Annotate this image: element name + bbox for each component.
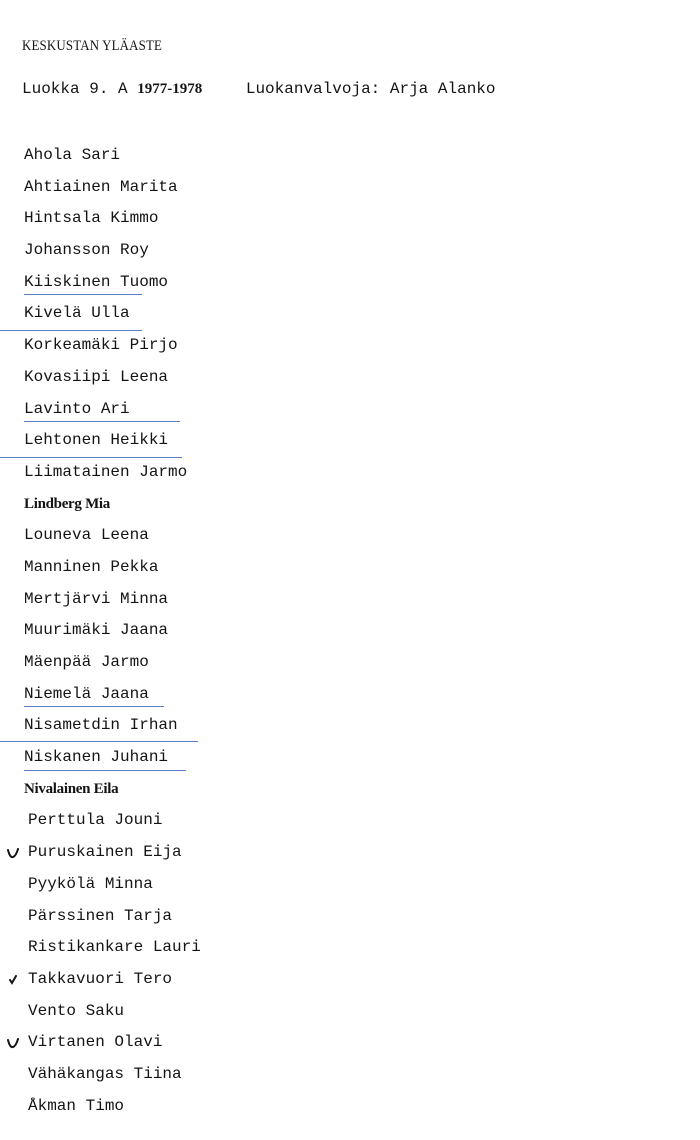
student-name: Kovasiipi Leena <box>24 367 169 386</box>
student-name: Mäenpää Jarmo <box>24 653 149 671</box>
pen-underline <box>24 421 180 422</box>
student-name: Vento Saku <box>28 1001 125 1020</box>
teacher-name: Arja Alanko <box>389 80 496 98</box>
pen-underline <box>0 457 182 458</box>
class-label: Luokka 9. A <box>22 80 128 98</box>
student-name: Pärssinen Tarja <box>28 906 173 925</box>
student-name: Hintsala Kimmo <box>24 209 159 228</box>
student-name: Niskanen Juhani <box>24 748 169 767</box>
check-mark-icon <box>7 1037 19 1049</box>
student-name: Kivelä Ulla <box>24 304 130 323</box>
pen-underline <box>24 770 186 771</box>
student-name: Louneva Leena <box>24 526 149 545</box>
student-name: Pyykölä Minna <box>28 874 153 893</box>
student-name: Nisametdin Irhan <box>24 716 178 735</box>
student-name: Perttula Jouni <box>28 811 163 830</box>
teacher-label: Luokanvalvoja: <box>245 80 381 98</box>
pen-underline <box>24 294 142 295</box>
student-name: Liimatainen Jarmo <box>24 462 188 481</box>
class-info-line <box>22 80 496 98</box>
pen-underline <box>24 706 164 707</box>
check-mark-icon <box>7 847 19 859</box>
student-name: Mertjärvi Minna <box>24 589 169 608</box>
school-years: 1977-1978 <box>137 81 203 97</box>
student-name: Nivalainen Eila <box>24 780 119 797</box>
student-name: Vähäkangas Tiina <box>28 1064 182 1083</box>
student-name: Niemelä Jaana <box>24 684 149 703</box>
student-name: Lavinto Ari <box>24 399 130 418</box>
student-name: Korkeamäki Pirjo <box>24 336 178 355</box>
pen-underline <box>0 741 198 742</box>
student-name: Lehtonen Heikki <box>24 431 169 450</box>
pen-underline <box>0 330 142 331</box>
student-name: Ristikankare Lauri <box>28 938 201 957</box>
student-name: Lindberg Mia <box>24 495 110 512</box>
student-name: Åkman Timo <box>28 1096 125 1115</box>
student-name: Puruskainen Eija <box>28 843 182 862</box>
student-name: Ahola Sari <box>24 146 121 164</box>
school-name: KESKUSTAN YLÄASTE <box>22 38 163 54</box>
student-name: Kiiskinen Tuomo <box>24 272 169 291</box>
student-name: Muurimäki Jaana <box>24 621 169 640</box>
student-name: Johansson Roy <box>24 241 149 260</box>
student-name: Manninen Pekka <box>24 557 159 576</box>
student-name: Ahtiainen Marita <box>24 177 178 196</box>
student-name: Takkavuori Tero <box>28 969 173 988</box>
check-mark-icon <box>7 974 19 986</box>
student-name: Virtanen Olavi <box>28 1033 163 1052</box>
